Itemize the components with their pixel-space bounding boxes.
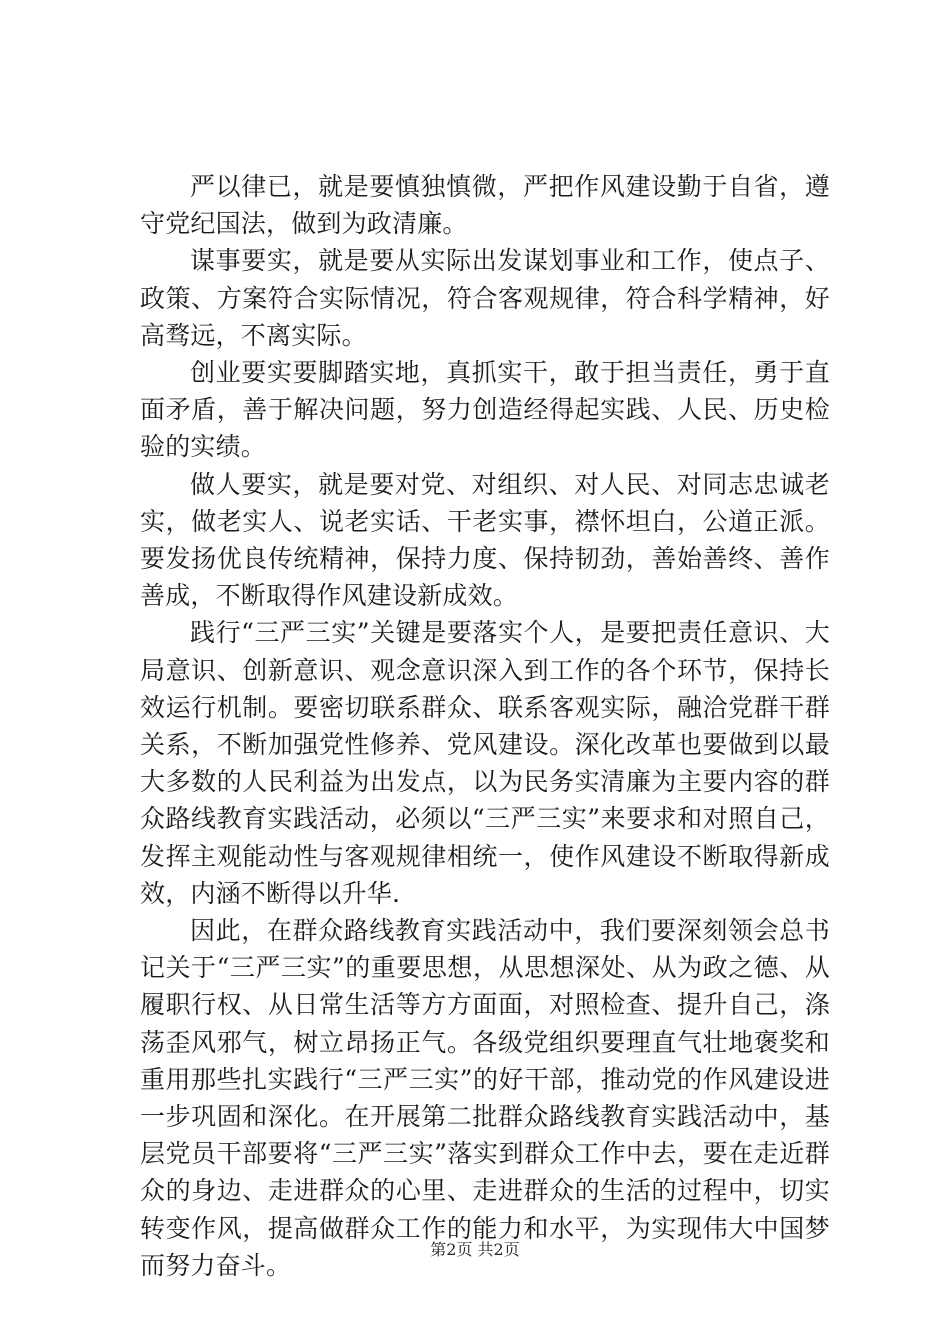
document-body [140, 168, 830, 1284]
paragraph-4: 做人要实，就是要对党、对组织、对人民、对同志忠诚老实，做老实人、说老实话、干老实事，襟怀坦白，公道正派。要发扬优良传统精神，保持力度、保持韧劲，善始善终、善作善成，不断取得作风建设新成效。 [140, 469, 830, 611]
paragraph-6: 因此，在群众路线教育实践活动中，我们要深刻领会总书记关于“三严三实”的重要思想，从思想深处、从为政之德、从履职行权、从日常生活等方方面面，对照检查、提升自己，涤荡歪风邪气，树立昂扬正气。各级党组织要理直气壮地褒奖和重用那些扎实践行“三严三实”的好干部，推动党的作风建设进一步巩固和深化。在开展第二批群众路线教育实践活动中，基层党员干部要将“三严三实”落实到群众工作中去，要在走近群众的身边、走进群众的心里、走进群众的生活的过程中，切实转变作风，提高做群众工作的能力和水平，为实现伟大中国梦而努力奋斗。 [140, 916, 830, 1280]
page-number-footer: 第2页 共2页 [430, 1240, 520, 1259]
paragraph-3: 创业要实要脚踏实地，真抓实干，敢于担当责任，勇于直面矛盾，善于解决问题，努力创造经得起实践、人民、历史检验的实绩。 [140, 358, 830, 462]
paragraph-1: 严以律已，就是要慎独慎微，严把作风建设勤于自省，遵守党纪国法，做到为政清廉。 [140, 172, 830, 239]
paragraph-2: 谋事要实，就是要从实际出发谋划事业和工作，使点子、政策、方案符合实际情况，符合客观规律，符合科学精神，好高骛远，不离实际。 [140, 246, 830, 350]
paragraph-5: 践行“三严三实”关键是要落实个人，是要把责任意识、大局意识、创新意识、观念意识深入到工作的各个环节，保持长效运行机制。要密切联系群众、联系客观实际，融洽党群干群关系，不断加强党性修养、党风建设。深化改革也要做到以最大多数的人民利益为出发点，以为民务实清廉为主要内容的群众路线教育实践活动，必须以“三严三实”来要求和对照自己，发挥主观能动性与客观规律相统一，使作风建设不断取得新成效，内涵不断得以升华. [140, 618, 830, 908]
